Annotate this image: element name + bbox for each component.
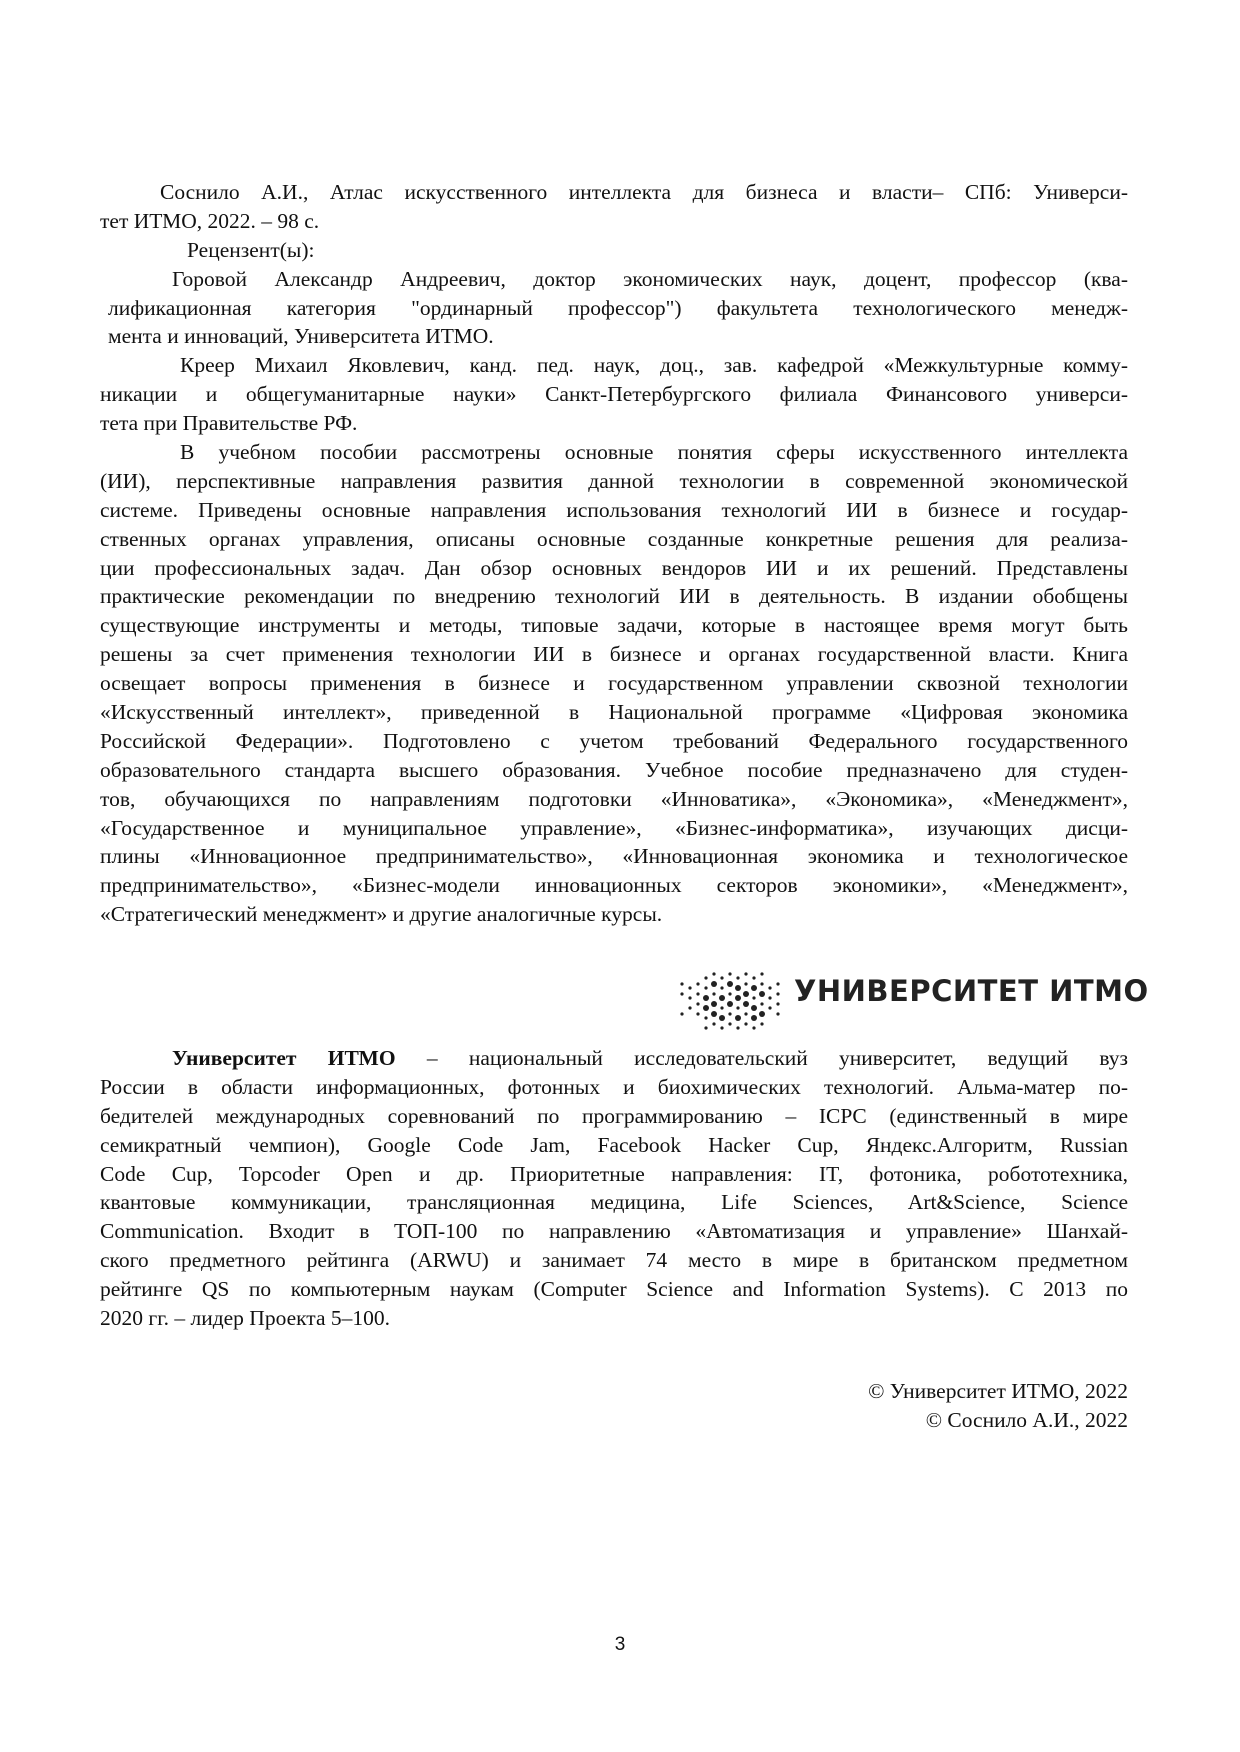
text-line: Рецензент(ы): xyxy=(187,237,315,262)
logo-dot xyxy=(704,986,707,989)
logo-dot xyxy=(735,1015,741,1021)
text-line: ции профессиональных задач. Дан обзор основных вендоров ИИ и их решений. Представлены xyxy=(100,555,1128,580)
logo-dot xyxy=(768,986,771,989)
text-line: семикратный чемпион), Google Code Jam, Facebook Hacker Cup, Яндекс.Алгоритм, Russian xyxy=(100,1132,1128,1157)
itmo-description xyxy=(100,1044,1128,1333)
logo-dot xyxy=(776,1002,779,1005)
logo-dot xyxy=(704,1016,707,1019)
text-line: тов, обучающихся по направлениям подготовки «Инноватика», «Экономика», «Менеджмент», xyxy=(100,786,1128,811)
text-line: образовательного стандарта высшего образования. Учебное пособие предназначено для студен- xyxy=(100,757,1128,782)
logo-dot xyxy=(759,1011,765,1017)
text-line: Communication. Входит в ТОП-100 по направлению «Автоматизация и управление» Шанхай- xyxy=(100,1219,1128,1244)
logo-dot xyxy=(736,976,739,979)
itmo-bold-lead: Университет ИТМО xyxy=(172,1046,396,1070)
logo-dot xyxy=(720,1026,723,1029)
text-line: освещает вопросы применения в бизнесе и государственном управлении сквозной технологии xyxy=(100,671,1128,696)
logo-dot xyxy=(728,1022,731,1025)
logo-dot xyxy=(752,976,755,979)
text-line: системе. Приведены основные направления использования технологий ИИ в бизнесе и государ- xyxy=(100,497,1128,522)
logo-dot xyxy=(776,1012,779,1015)
logo-dot xyxy=(703,995,709,1001)
text-line: тет ИТМО, 2022. – 98 с. xyxy=(100,208,320,233)
logo-dot xyxy=(719,995,725,1001)
logo-dot xyxy=(688,1006,691,1009)
logo-dot xyxy=(728,972,731,975)
text-line: лификационная категория "ординарный профессор") факультета технологического менедж- xyxy=(108,295,1128,320)
logo-dot xyxy=(744,1012,747,1015)
logo-dot xyxy=(760,972,763,975)
text-line: В учебном пособии рассмотрены основные понятия сферы искусственного интеллекта xyxy=(180,440,1128,465)
itmo-logo xyxy=(676,960,1149,1030)
logo-dot xyxy=(712,1022,715,1025)
logo-dot xyxy=(728,992,731,995)
logo-dot xyxy=(727,1001,733,1007)
logo-dot xyxy=(711,1011,717,1017)
text-line: ского предметного рейтинга (ARWU) и занимает 74 место в мире в британском предметном xyxy=(100,1248,1128,1273)
logo-dot xyxy=(760,982,763,985)
logo-dot xyxy=(696,1012,699,1015)
logo-dot xyxy=(688,986,691,989)
logo-dot xyxy=(703,1005,709,1011)
text-line: Креер Михаил Яковлевич, канд. пед. наук, доц., зав. кафедрой «Межкультурные комму- xyxy=(180,353,1128,378)
logo-dot xyxy=(719,1015,725,1021)
logo-dot xyxy=(696,1002,699,1005)
text-line: мента и инноваций, Университета ИТМО. xyxy=(108,324,494,349)
text-line: России в области информационных, фотонных и биохимических технологий. Альма-матер по- xyxy=(100,1074,1128,1099)
logo-dot xyxy=(712,972,715,975)
logo-dot xyxy=(744,1022,747,1025)
logo-dot xyxy=(680,982,683,985)
logo-dot xyxy=(744,982,747,985)
text-line: Соснило А.И., Атлас искусственного интеллекта для бизнеса и власти– СПб: Универси- xyxy=(160,180,1128,204)
text-line: квантовые коммуникации, трансляционная медицина, Life Sciences, Art&Science, Science xyxy=(100,1190,1128,1215)
text-line: существующие инструменты и методы, типовые задачи, которые в настоящее время могут быть xyxy=(100,613,1128,638)
logo-dot xyxy=(727,981,733,987)
logo-dot xyxy=(759,991,765,997)
logo-dot xyxy=(728,1012,731,1015)
text-line: «Государственное и муниципальное управление», «Бизнес-информатика», изучающих дисци- xyxy=(100,815,1128,840)
logo-dot xyxy=(696,992,699,995)
itmo-dots-icon xyxy=(676,960,788,1030)
logo-dot xyxy=(704,976,707,979)
logo-dot xyxy=(760,1002,763,1005)
logo-dot xyxy=(711,1001,717,1007)
logo-dot xyxy=(735,995,741,1001)
logo-text: УНИВЕРСИТЕТ ИТМО xyxy=(794,974,1149,1008)
text-line-rest: – национальный исследовательский университет, ведущий вуз xyxy=(395,1046,1128,1070)
text-line: Российской Федерации». Подготовлено с учетом требований Федерального государственного xyxy=(100,728,1128,753)
text-line: Code Cup, Topcoder Open и др. Приоритетные направления: IT, фотоника, робототехника, xyxy=(100,1161,1128,1186)
text-line: «Искусственный интеллект», приведенной в Национальной программе «Цифровая экономика xyxy=(100,700,1128,725)
logo-dot xyxy=(776,992,779,995)
logo-dot xyxy=(696,982,699,985)
logo-dot xyxy=(751,985,757,991)
copyright-block xyxy=(868,1377,1128,1435)
text-line: ственных органах управления, описаны основные созданные конкретные решения для реализа- xyxy=(100,526,1128,551)
bibliographic-section xyxy=(100,178,1128,929)
logo-dot xyxy=(752,996,755,999)
logo-dot xyxy=(743,1001,749,1007)
text-line: рейтинге QS по компьютерным наукам (Computer Science and Information Systems). С 2013 по xyxy=(100,1277,1128,1302)
logo-dot xyxy=(744,972,747,975)
logo-dot xyxy=(712,992,715,995)
text-line: никации и общегуманитарные науки» Санкт-Петербургского филиала Финансового универси- xyxy=(100,382,1128,407)
logo-dot xyxy=(680,992,683,995)
logo-dot xyxy=(751,1015,757,1021)
logo-dot xyxy=(735,985,741,991)
text-line: предпринимательство», «Бизнес-модели инновационных секторов экономики», «Менеджмент», xyxy=(100,873,1128,898)
text-line: решены за счет применения технологии ИИ в бизнесе и органах государственной власти. Книга xyxy=(100,642,1128,667)
logo-dot xyxy=(720,976,723,979)
text-line: бедителей международных соревнований по программированию – ICPC (единственный в мире xyxy=(100,1103,1128,1128)
logo-dot xyxy=(743,991,749,997)
text-line: 2020 гг. – лидер Проекта 5–100. xyxy=(100,1306,390,1331)
logo-dot xyxy=(768,996,771,999)
logo-dot xyxy=(704,1026,707,1029)
logo-dot xyxy=(720,986,723,989)
text-line: (ИИ), перспективные направления развития данной технологии в современной экономической xyxy=(100,468,1128,493)
logo-dot xyxy=(768,1006,771,1009)
text-line xyxy=(100,1044,1128,1073)
logo-dot xyxy=(736,1006,739,1009)
copyright-itmo: © Университет ИТМО, 2022 xyxy=(868,1379,1128,1403)
logo-dot xyxy=(736,1026,739,1029)
logo-dot xyxy=(752,1026,755,1029)
text-line: практические рекомендации по внедрению технологий ИИ в деятельность. В издании обобщены xyxy=(100,584,1128,609)
logo-dot xyxy=(751,1005,757,1011)
text-line: тета при Правительстве РФ. xyxy=(100,411,358,436)
logo-dot xyxy=(688,996,691,999)
text-line: плины «Инновационное предпринимательство», «Инновационная экономика и технологическое xyxy=(100,844,1128,869)
text-line: «Стратегический менеджмент» и другие аналогичные курсы. xyxy=(100,902,663,927)
logo-dot xyxy=(711,981,717,987)
logo-dot xyxy=(720,1006,723,1009)
logo-dot xyxy=(760,1022,763,1025)
page-number: 3 xyxy=(614,1634,626,1655)
text-line: Горовой Александр Андреевич, доктор экономических наук, доцент, профессор (ква- xyxy=(172,266,1128,291)
copyright-author: © Соснило А.И., 2022 xyxy=(925,1408,1128,1432)
logo-dot xyxy=(680,1012,683,1015)
logo-dot xyxy=(776,982,779,985)
